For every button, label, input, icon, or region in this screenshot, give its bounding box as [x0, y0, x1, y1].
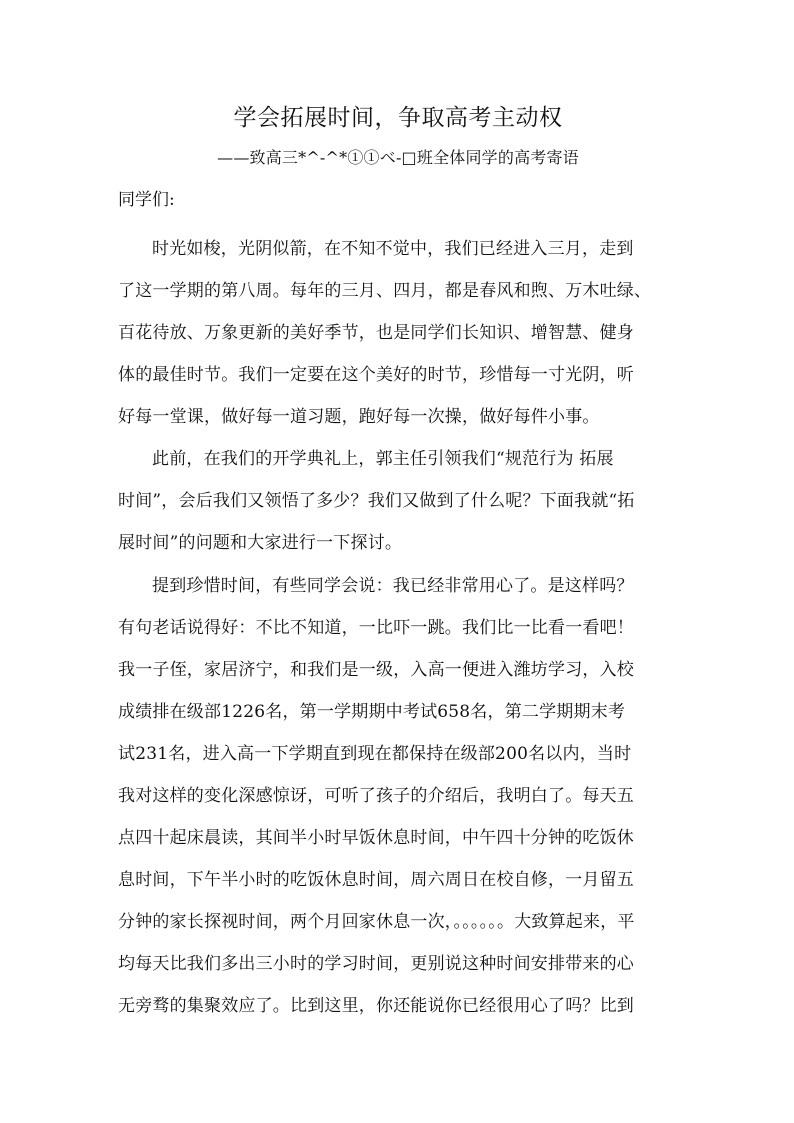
- document-title: 学会拓展时间，争取高考主动权: [233, 105, 563, 131]
- paragraph-line-12: 成绩排在级部1226名，第一学期期中考试658名，第二学期期末考: [118, 702, 626, 722]
- paragraph-line-17: 分钟的家长探视时间，两个月回家休息一次，。。。。。。大致算起来，平: [118, 912, 635, 932]
- document-subtitle: ——致高三*^-^*①①ベ-□班全体同学的高考寄语: [217, 148, 579, 167]
- paragraph-line-13: 试231名，进入高一下学期直到现在都保持在级部200名以内，当时: [118, 744, 632, 764]
- paragraph-line-11: 我一子侄，家居济宁，和我们是一级，入高一便进入潍坊学习，入校: [118, 660, 634, 680]
- paragraph-line-18: 均每天比我们多出三小时的学习时间，更别说这种时间安排带来的心: [118, 954, 634, 974]
- greeting-text: 同学们:: [118, 190, 175, 210]
- paragraph-line-1: 时光如梭，光阴似箭，在不知不觉中，我们已经进入三月，走到: [152, 239, 634, 259]
- paragraph-line-8: 展时间”的问题和大家进行一下探讨。: [118, 533, 403, 553]
- paragraph-line-2: 了这一学期的第八周。每年的三月、四月，都是春风和煦、万木吐绿、: [118, 281, 652, 301]
- paragraph-line-4: 体的最佳时节。我们一定要在这个美好的时节，珍惜每一寸光阴，听: [118, 365, 634, 385]
- paragraph-line-3: 百花待放、万象更新的美好季节，也是同学们长知识、增智慧、健身: [118, 323, 634, 343]
- paragraph-line-14: 我对这样的变化深感惊讶，可听了孩子的介绍后，我明白了。每天五: [118, 786, 634, 806]
- paragraph-line-7: 时间”，会后我们又领悟了多少？我们又做到了什么呢？下面我就“拓: [118, 491, 635, 511]
- paragraph-line-6: 此前，在我们的开学典礼上，郭主任引领我们“规范行为 拓展: [152, 449, 614, 469]
- paragraph-line-9: 提到珍惜时间，有些同学会说：我已经非常用心了。是这样吗？: [152, 576, 634, 596]
- paragraph-line-15: 点四十起床晨读，其间半小时早饭休息时间，中午四十分钟的吃饭休: [118, 828, 634, 848]
- paragraph-line-19: 无旁骛的集聚效应了。比到这里，你还能说你已经很用心了吗？比到: [118, 996, 634, 1016]
- paragraph-line-5: 好每一堂课，做好每一道习题，跑好每一次操，做好每件小事。: [118, 407, 600, 427]
- paragraph-line-16: 息时间，下午半小时的吃饭休息时间，周六周日在校自修，一月留五: [118, 870, 634, 890]
- paragraph-line-10: 有句老话说得好：不比不知道，一比吓一跳。我们比一比看一看吧！: [118, 618, 634, 638]
